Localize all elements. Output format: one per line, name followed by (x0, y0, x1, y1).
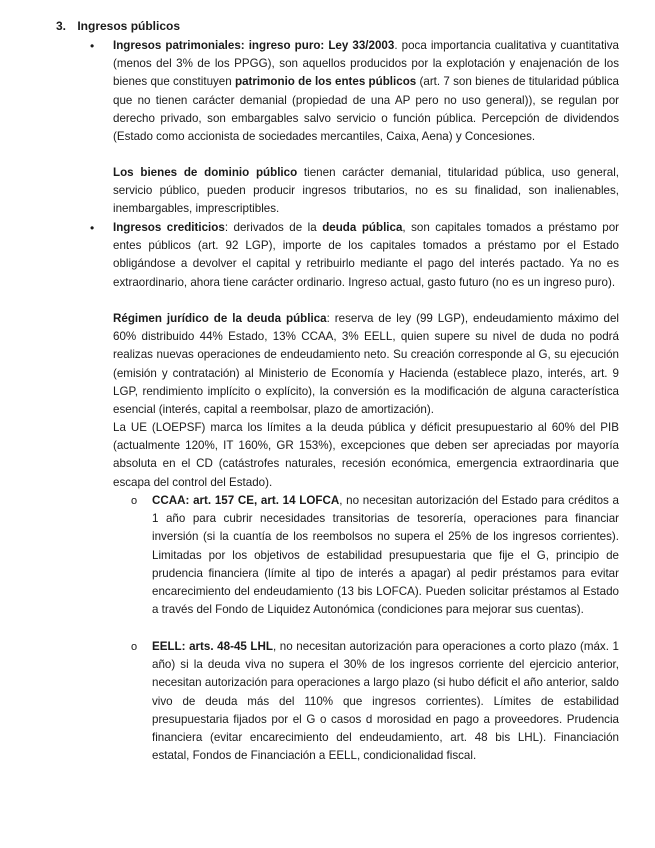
bold-run: patrimonio de los entes públicos (234, 75, 417, 89)
regimen-juridico-paragraph (113, 310, 619, 419)
text-run: : derivados de la (224, 221, 323, 234)
subbullet-marker: o (131, 641, 138, 653)
text-run: , no necesitan autorización para operaciones a corto plazo (máx. 1 año) si la deuda viva no supera el 30% de los ingresos corriente del ejercicio anterior, necesitan autorización para operaciones a largo plazo (si hubo déficit el año anterior, saldo vivo de deuda más del 110% que ingresos corrientes). Límites de estabilidad presupuestaria fijados por el G o casos d morosidad en pago a proveedores. Prudencia financiera (evitar encarecimiento del endeudamiento, art. 48 bis LHL). Financiación estatal, Fondos de Financiación a EELL, condicionalidad fiscal. (152, 640, 619, 763)
bold-run: deuda pública (322, 221, 403, 234)
bold-run: Ingresos crediticios (113, 221, 225, 234)
text-run: tienen carácter demanial, titularidad pública, uso general, servicio público, pueden producir ingresos tributarios, no es su finalidad, son inalienables, inembargables, imprescriptibles. (113, 166, 619, 216)
bullet-marker: • (90, 39, 95, 53)
ccaa-paragraph (152, 492, 619, 619)
text-run: . poca importancia cualitativa y cuantitativa (menos del 3% de los PPGG), son aquellos producidos por la explotación y enajenación de los bienes que constituyen (113, 39, 619, 89)
text-run: , son capitales tomados a préstamo por entes públicos (art. 92 LGP), importe de los capitales tomados a préstamo por el Estado obligándose a devolver el capital y retribuirlo mediante el pago del interés pactado. Ya no es extraordinario, ahora tiene carácter ordinario. Ingreso actual, gasto futuro (no es un ingreso puro). (113, 221, 620, 289)
ue-limits-paragraph (113, 419, 619, 492)
bold-run: Ingresos patrimoniales: ingreso puro: Ley 33/2003 (113, 39, 395, 52)
eell-paragraph (152, 638, 619, 765)
text-run: : reserva de ley (99 LGP), endeudamiento máximo del 60% distribuido 44% Estado, 13% CCAA, 3% EELL, quien supere su nivel de duda no podrá realizas nuevas operaciones de endeudamiento neto. Su creación corresponde al G, su ejecución (emisión y contratación) al Ministerio de Economía y Hacienda (establece plazo, interés, art. 9 LGP, rendimiento implícito o explícito), la conversión es la modificación de alguna característica esencial (interés, capital a reembolsar, plazo de amortización). (113, 312, 619, 417)
crediticios-paragraph (113, 219, 619, 292)
text-run: , no necesitan autorización del Estado para créditos a 1 año para cubrir necesidades transitorias de tesorería, operaciones para financiar inversión (si la cuantía de los reembolsos no supera el 25% de los ingresos corrientes). Limitadas por los objetivos de estabilidad presupuestaria que fije el G, principio de prudencia financiera (límite al tipo de interés a apagar) al pedir préstamos para evitar encarecimiento del endeudamiento (13 bis LOFCA). Pueden solicitar préstamos al Estado a través del Fondo de Liquidez Autonómica (condiciones para mejorar sus cuentas). (152, 494, 619, 617)
dominio-publico-paragraph (113, 164, 619, 219)
section-heading (56, 17, 180, 35)
text-run: (art. 7 son bienes de titularidad pública que no tienen carácter demanial (propiedad de una AP pero no uso general)), se regulan por derecho privado, son embargables salvo servicio o función pública. Percepción de dividendos (Estado como accionista de sociedades mercantiles, Caixa, Aena) y Concesiones. (113, 75, 619, 144)
bold-run: CCAA: art. 157 CE, art. 14 LOFCA (152, 494, 340, 507)
patrimoniales-paragraph (113, 37, 619, 146)
section-title: Ingresos públicos (77, 19, 181, 33)
subbullet-marker: o (131, 495, 138, 507)
bold-run: EELL: arts. 48-45 LHL (152, 640, 273, 653)
bold-run: Los bienes de dominio público (113, 166, 298, 179)
text-run: La UE (LOEPSF) marca los límites a la deuda pública y déficit presupuestario al 60% del PIB (actualmente 120%, IT 160%, GR 153%), excepciones que deben ser apreciadas por mayoría absoluta en el CD (catástrofes naturales, recesión económica, emergencia extraordinaria que escapa del control del Estado). (113, 421, 619, 489)
bold-run: Régimen jurídico de la deuda pública (113, 312, 327, 325)
section-number: 3. (56, 19, 67, 33)
bullet-marker: • (90, 221, 95, 235)
